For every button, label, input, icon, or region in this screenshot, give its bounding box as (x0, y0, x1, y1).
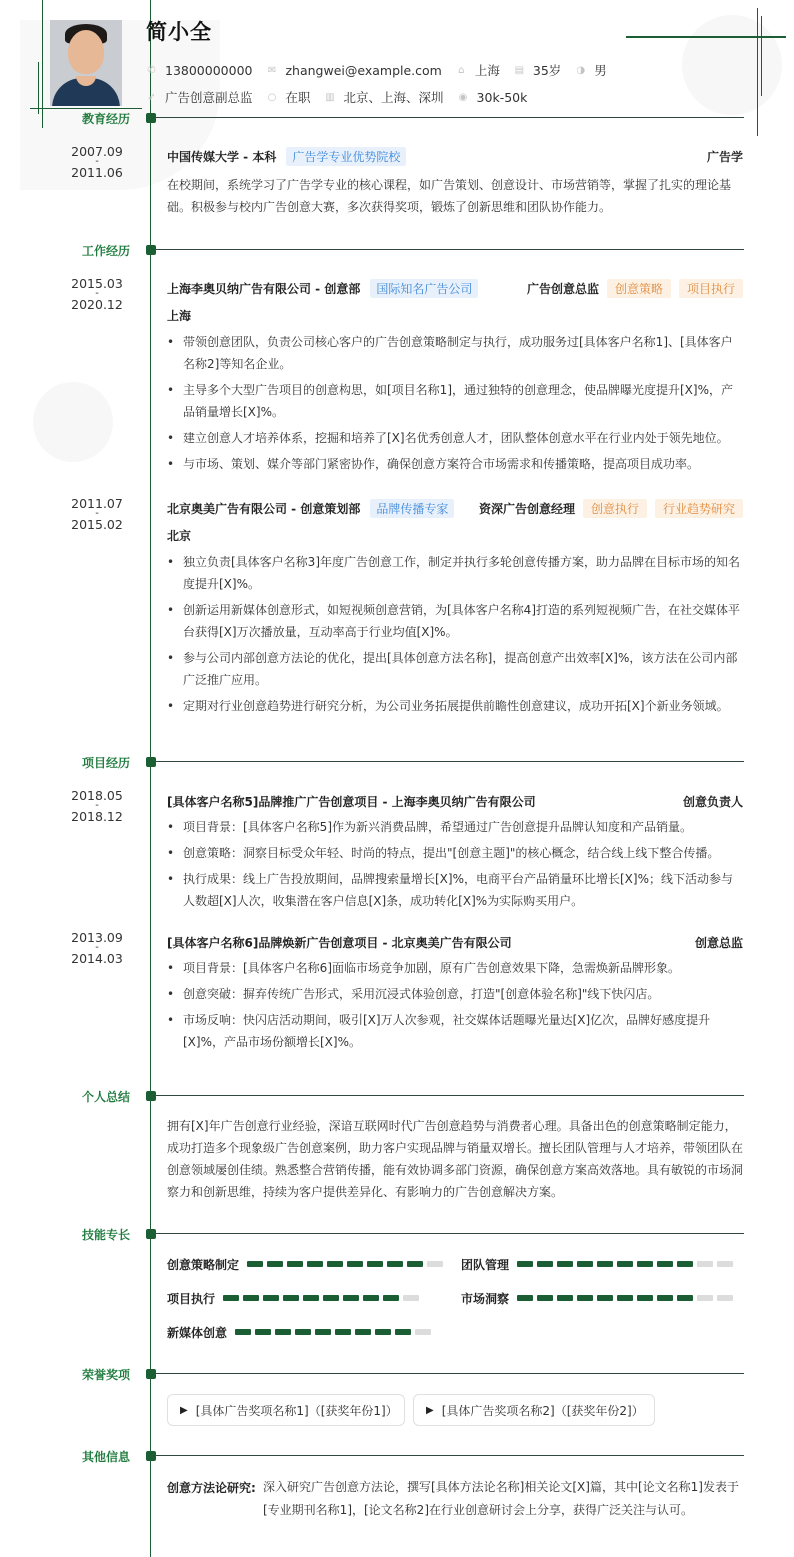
divider (156, 117, 744, 118)
section-marker-icon (146, 1369, 156, 1379)
home-icon: ⌂ (458, 64, 465, 76)
timeline-line (150, 0, 151, 1557)
list-item: • 创新运用新媒体创意形式，如短视频创意营销，为[具体客户名称4]打造的系列短视频广告，在社交媒体平台获得[X]万次播放量，互动率高于行业均值[X]%。 (167, 599, 743, 643)
list-item: • 项目背景：[具体客户名称6]面临市场竞争加剧，原有广告创意效果下降，急需焕新品牌形象。 (167, 957, 743, 979)
phone-icon: ✆ (147, 64, 156, 76)
send-icon: ➶ (147, 91, 156, 103)
decor-circle (682, 15, 782, 115)
section-title: 教育经历 (81, 112, 130, 126)
skill-bar (235, 1329, 431, 1335)
decor-circle (33, 382, 113, 462)
company-name: 上海李奥贝纳广告有限公司 - 创意部 (167, 281, 361, 296)
award-item[interactable]: ▶ [具体广告奖项名称1]（[获奖年份1]） (167, 1394, 405, 1426)
list-item: • 建立创意人才培养体系，挖掘和培养了[X]名优秀创意人才，团队整体创意水平在行业内处于领先地位。 (167, 427, 743, 449)
section-title: 其他信息 (81, 1450, 130, 1464)
contact-gender: ◑ 男 (576, 63, 607, 78)
divider (156, 249, 744, 250)
decor-line (38, 62, 39, 114)
project-title: [具体客户名称5]品牌推广广告创意项目 - 上海李奥贝纳广告有限公司 (167, 794, 536, 809)
divider (156, 1233, 744, 1234)
skill-item: 新媒体创意 (167, 1324, 431, 1340)
work-bullets (167, 331, 743, 475)
skill-bar (247, 1261, 443, 1267)
other-label: 创意方法论研究: (167, 1481, 256, 1495)
section-awards (0, 1368, 794, 1380)
company-tag: 品牌传播专家 (370, 499, 454, 518)
work-date: 2011.07 - 2015.02 (71, 496, 123, 532)
education-desc: 在校期间，系统学习了广告学专业的核心课程，如广告策划、创意设计、市场营销等，掌握了扎实的理论基础。积极参与校内广告创意大赛，多次获得奖项，锻炼了创新思维和团队协作能力。 (167, 178, 732, 214)
skill-tag: 创意执行 (583, 499, 647, 518)
target-cities: ▥ 北京、上海、深圳 (325, 90, 444, 105)
section-summary (0, 1090, 794, 1102)
other-text: 深入研究广告创意方法论，撰写[具体方法论名称]相关论文[X]篇，其中[论文名称1]发表于[专业期刊名称1]，[论文名称2]在行业创意研讨会上分享，获得广泛关注与认可。 (263, 1480, 739, 1517)
skill-tag: 项目执行 (679, 279, 743, 298)
section-title: 个人总结 (81, 1090, 130, 1104)
target-position: ➶ 广告创意副总监 (147, 90, 253, 105)
section-marker-icon (146, 1451, 156, 1461)
list-item: • 市场反响：快闪店活动期间，吸引[X]万人次参观，社交媒体话题曝光量达[X]亿次，品牌好感度提升[X]%，产品市场份额增长[X]%。 (167, 1009, 743, 1053)
award-item[interactable]: ▶ [具体广告奖项名称2]（[获奖年份2]） (413, 1394, 655, 1426)
list-item: • 参与公司内部创意方法论的优化，提出[具体创意方法名称]，提高创意产出效率[X]%，该方法在公司内部广泛推广应用。 (167, 647, 743, 691)
section-other (0, 1450, 794, 1462)
list-item: • 带领创意团队，负责公司核心客户的广告创意策略制定与执行，成功服务过[具体客户名称1]、[具体客户名称2]等知名企业。 (167, 331, 743, 375)
section-marker-icon (146, 113, 156, 123)
work-bullets (167, 551, 743, 717)
project-date: 2018.05 - 2018.12 (71, 788, 123, 824)
caret-right-icon: ▶ (180, 1404, 188, 1416)
divider (156, 1373, 744, 1374)
skill-bar (517, 1261, 733, 1267)
list-item: • 项目背景：[具体客户名称5]作为新兴消费品牌，希望通过广告创意提升品牌认知度和产品销量。 (167, 816, 743, 838)
section-marker-icon (146, 245, 156, 255)
work-city: 上海 (167, 309, 192, 323)
skill-item: 团队管理 (461, 1256, 733, 1272)
section-education (0, 112, 794, 124)
work-date: 2015.03 - 2020.12 (71, 276, 123, 312)
contact-city: ⌂ 上海 (456, 61, 500, 79)
skill-tag: 行业趋势研究 (655, 499, 743, 518)
list-item: • 执行成果：线上广告投放期间，品牌搜索量增长[X]%，电商平台产品销量环比增长[X]%；线下活动参与人数超[X]人次，收集潜在客户信息[X]条，成功转化[X]%为实际购买用户。 (167, 868, 743, 912)
section-title: 项目经历 (81, 756, 130, 770)
project-role: 创意总监 (694, 935, 743, 950)
status-icon: ○ (267, 91, 277, 103)
building-icon: ▥ (325, 91, 335, 103)
section-title: 工作经历 (81, 244, 130, 258)
company-tag: 国际知名广告公司 (370, 279, 478, 298)
decor-line (761, 16, 762, 96)
project-bullets (167, 816, 743, 912)
expected-salary: ◉ 30k-50k (458, 89, 528, 105)
project-entry (167, 933, 743, 1057)
list-item: • 独立负责[具体客户名称3]年度广告创意工作，制定并执行多轮创意传播方案，助力品牌在目标市场的知名度提升[X]%。 (167, 551, 743, 595)
major: 广告学 (706, 149, 743, 164)
contact-phone: ✆ 13800000000 (147, 62, 253, 78)
section-title: 技能专长 (81, 1228, 130, 1242)
skill-item: 市场洞察 (461, 1290, 733, 1306)
avatar (50, 20, 122, 106)
list-item: • 定期对行业创意趋势进行研究分析，为公司业务拓展提供前瞻性创意建议，成功开拓[X]个新业务领域。 (167, 695, 743, 717)
candidate-name: 简小全 (146, 20, 212, 44)
skill-bar (223, 1295, 419, 1301)
skill-tag: 创意策略 (607, 279, 671, 298)
mail-icon: ✉ (267, 64, 277, 76)
project-entry (167, 792, 743, 916)
list-item: • 创意策略：洞察目标受众年轻、时尚的特点，提出"[创意主题]"的核心概念，结合线上线下整合传播。 (167, 842, 743, 864)
education-entry (167, 147, 743, 218)
job-status: ○ 在职 (267, 90, 311, 105)
caret-right-icon: ▶ (426, 1404, 434, 1416)
section-projects (0, 756, 794, 768)
decor-line (626, 36, 786, 38)
project-bullets (167, 957, 743, 1053)
section-marker-icon (146, 757, 156, 767)
section-marker-icon (146, 1091, 156, 1101)
project-date: 2013.09 - 2014.03 (71, 930, 123, 966)
work-entry (167, 499, 743, 721)
age-icon: ▤ (514, 64, 525, 76)
work-city: 北京 (167, 529, 192, 543)
summary-text: 拥有[X]年广告创意行业经验，深谙互联网时代广告创意趋势与消费者心理。具备出色的创意策略制定能力，成功打造多个现象级广告创意案例，助力客户实现品牌与销量双增长。擅长团队管理与人才培养，带领团队在创意领域屡创佳绩。熟悉整合营销传播，能有效协调多部门资源，确保创意方案高效落地。具有敏锐的市场洞察力和创新思维，持续为客户提供差异化、有影响力的广告创意解决方案。 (167, 1119, 744, 1199)
project-title: [具体客户名称6]品牌焕新广告创意项目 - 北京奥美广告有限公司 (167, 935, 512, 950)
divider (156, 1455, 744, 1456)
section-work (0, 244, 794, 256)
school-tag: 广告学专业优势院校 (286, 147, 406, 166)
section-skills (0, 1228, 794, 1240)
divider (156, 1095, 744, 1096)
list-item: • 主导多个大型广告项目的创意构思，如[项目名称1]，通过独特的创意理念，使品牌曝光度提升[X]%，产品销量增长[X]%。 (167, 379, 743, 423)
section-marker-icon (146, 1229, 156, 1239)
education-date: 2007.09 - 2011.06 (71, 144, 123, 180)
salary-icon: ◉ (458, 91, 468, 103)
job-title: 广告创意总监 (526, 281, 599, 296)
job-title: 资深广告创意经理 (478, 501, 575, 516)
skill-bar (517, 1295, 733, 1301)
contact-age: ▤ 35岁 (514, 63, 562, 78)
contact-row-1 (146, 61, 621, 79)
work-entry (167, 279, 743, 479)
decor-line (30, 108, 142, 109)
skill-item: 创意策略制定 (167, 1256, 443, 1272)
gender-icon: ◑ (576, 64, 586, 76)
school-name: 中国传媒大学 - 本科 (167, 149, 277, 164)
list-item: • 与市场、策划、媒介等部门紧密协作，确保创意方案符合市场需求和传播策略，提高项目成功率。 (167, 453, 743, 475)
contact-email: ✉ zhangwei@example.com (267, 62, 442, 78)
list-item: • 创意突破：摒弃传统广告形式，采用沉浸式体验创意，打造"[创意体验名称]"线下快闪店。 (167, 983, 743, 1005)
section-title: 荣誉奖项 (81, 1368, 130, 1382)
skill-item: 项目执行 (167, 1290, 419, 1306)
contact-row-2 (146, 88, 541, 106)
project-role: 创意负责人 (682, 794, 743, 809)
company-name: 北京奥美广告有限公司 - 创意策划部 (167, 501, 361, 516)
divider (156, 761, 744, 762)
